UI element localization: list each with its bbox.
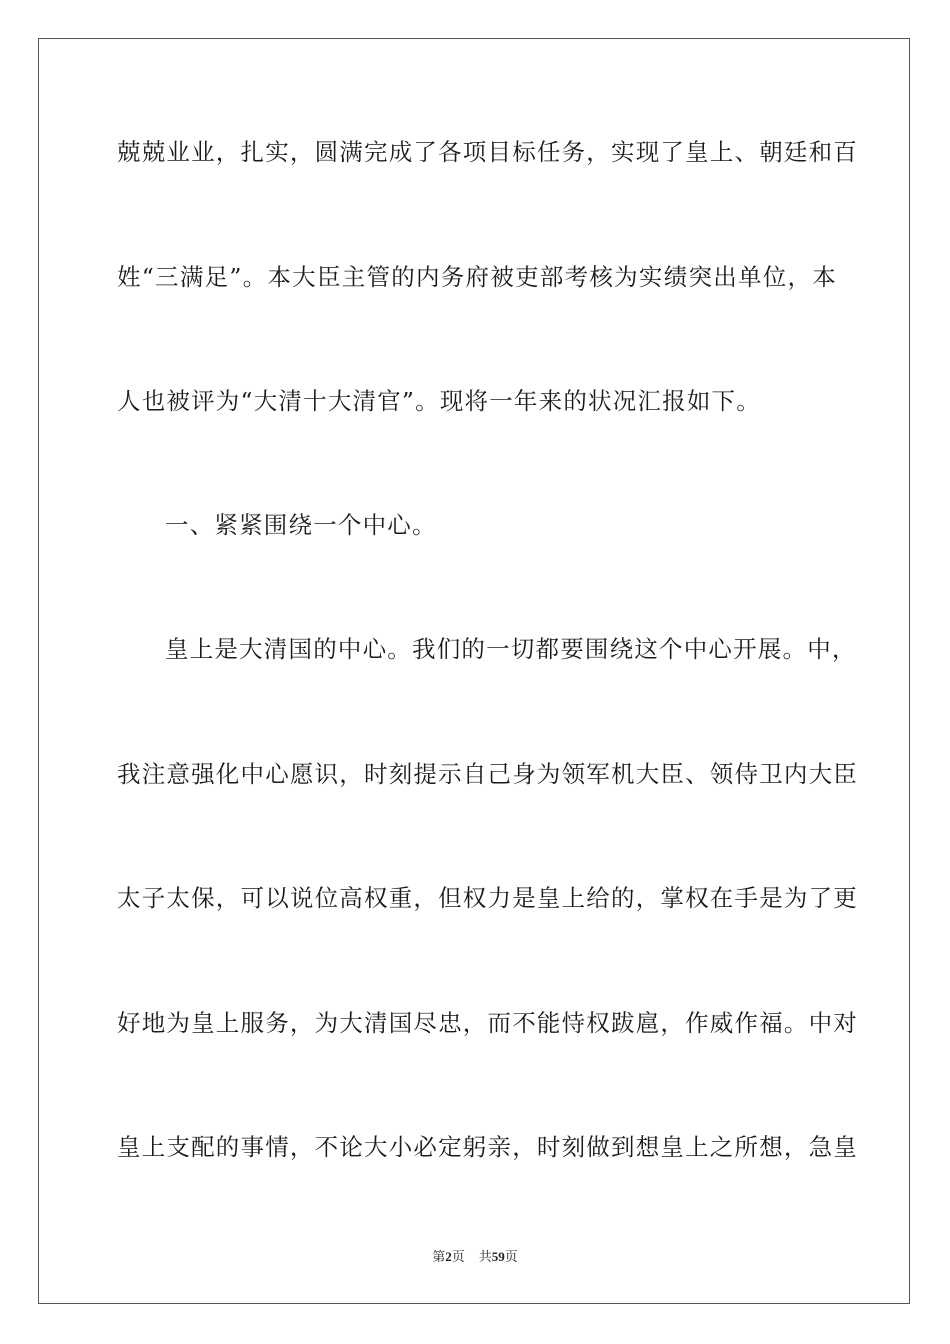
body-text-line: 我注意强化中心愿识，时刻提示自己身为领军机大臣、领侍卫内大臣: [117, 760, 858, 788]
body-text-line: 兢兢业业，扎实，圆满完成了各项目标任务，实现了皇上、朝廷和百: [117, 138, 858, 166]
page-footer: [0, 1248, 950, 1267]
body-text-line: 人也被评为“大清十大清官”。现将一年来的状况汇报如下。: [117, 387, 761, 415]
section-heading: 一、紧紧围绕一个中心。: [165, 511, 437, 539]
page-number: 2: [445, 1249, 452, 1264]
page-prefix: 第: [432, 1250, 446, 1265]
total-pages: 59: [491, 1249, 505, 1264]
body-text-line: 姓“三满足”。本大臣主管的内务府被吏部考核为实绩突出单位，本: [117, 263, 837, 291]
total-prefix: 共: [478, 1250, 492, 1265]
body-text-line: 好地为皇上服务，为大清国尽忠，而不能恃权跋扈，作威作福。中对: [117, 1009, 858, 1037]
body-text-line: 皇上是大清国的中心。我们的一切都要围绕这个中心开展。中，: [165, 635, 857, 663]
total-suffix: 页: [504, 1250, 518, 1265]
page-border: [38, 38, 910, 1304]
body-text-line: 太子太保，可以说位高权重，但权力是皇上给的，掌权在手是为了更: [117, 884, 858, 912]
page-suffix: 页: [451, 1250, 465, 1265]
body-text-line: 皇上支配的事情，不论大小必定躬亲，时刻做到想皇上之所想，急皇: [117, 1133, 858, 1161]
